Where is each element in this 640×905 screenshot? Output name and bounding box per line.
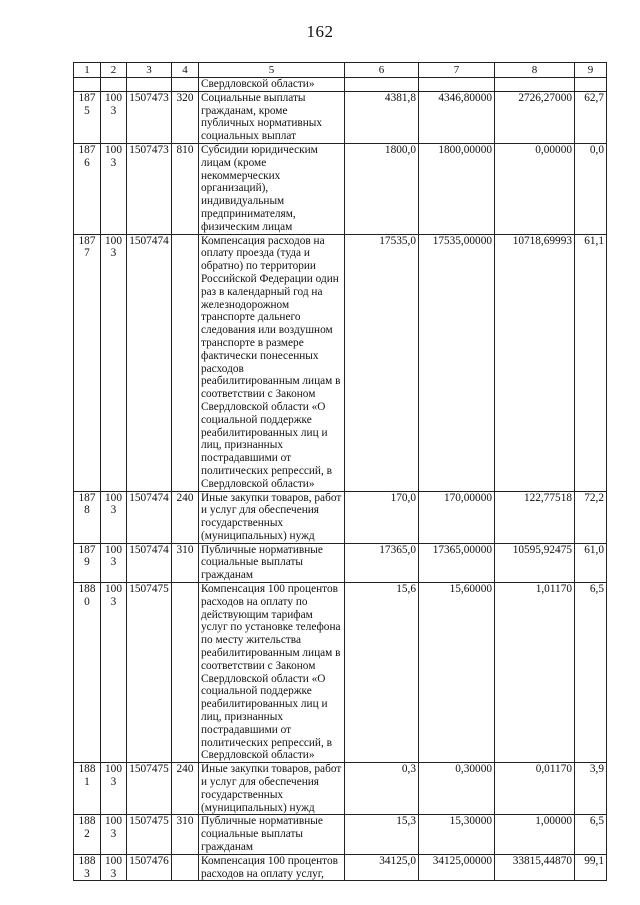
header-cell: 1 [74,63,101,78]
header-cell: 3 [127,63,172,78]
refined-amount: 1800,00000 [419,143,495,234]
section-code: 1003 [101,815,127,854]
execution-percent: 61,1 [575,234,607,491]
article-code: 1507473 [127,91,172,143]
continuation-row [74,78,607,92]
table-body [74,78,607,881]
section-code: 1003 [101,491,127,543]
article-code: 1507474 [127,543,172,582]
table-row [74,543,607,582]
header-cell: 9 [575,63,607,78]
table-row [74,815,607,854]
article-code: 1507475 [127,583,172,763]
execution-percent: 99,1 [575,854,607,881]
execution-percent: 6,5 [575,815,607,854]
header-cell: 6 [345,63,419,78]
expense-type-code [172,583,199,763]
article-code: 1507475 [127,815,172,854]
table-row [74,91,607,143]
executed-amount: 0,01170 [495,763,575,815]
item-name: Компенсация расходов на оплату проезда (туда и обратно) по территории Российской Федерации один раз в календарный год на железнодорожном транспорте дальнего следования или воздушном транспорте в размере фактически понесенных расходов реабилитированным лицам в соответствии с Законом Свердловской области «О социальной поддержке реабилитированных лиц и лиц, признанных пострадавшими от политических репрессий, в Свердловской области» [199,234,345,491]
row-number: 1878 [74,491,101,543]
executed-amount: 122,77518 [495,491,575,543]
expense-type-code [172,854,199,881]
refined-amount: 4346,80000 [419,91,495,143]
plan-amount: 4381,8 [345,91,419,143]
table-row [74,491,607,543]
refined-amount: 17365,00000 [419,543,495,582]
row-number: 1881 [74,763,101,815]
row-number: 1876 [74,143,101,234]
row-number: 1879 [74,543,101,582]
expense-type-code: 810 [172,143,199,234]
plan-amount: 170,0 [345,491,419,543]
row-number: 1880 [74,583,101,763]
item-name: Субсидии юридическим лицам (кроме некоммерческих организаций), индивидуальным предпринимателям, физическим лицам [199,143,345,234]
plan-amount: 17365,0 [345,543,419,582]
header-cell: 5 [199,63,345,78]
table-row [74,234,607,491]
execution-percent: 3,9 [575,763,607,815]
executed-amount: 0,00000 [495,143,575,234]
plan-amount: 1800,0 [345,143,419,234]
continuation-text: Свердловской области» [199,78,345,92]
header-row [74,63,607,78]
article-code: 1507476 [127,854,172,881]
article-code: 1507474 [127,234,172,491]
execution-percent: 72,2 [575,491,607,543]
item-name: Публичные нормативные социальные выплаты гражданам [199,815,345,854]
budget-table [73,62,607,881]
section-code: 1003 [101,91,127,143]
refined-amount: 15,60000 [419,583,495,763]
section-code: 1003 [101,234,127,491]
refined-amount: 15,30000 [419,815,495,854]
execution-percent: 0,0 [575,143,607,234]
row-number: 1875 [74,91,101,143]
row-number: 1877 [74,234,101,491]
header-cell: 7 [419,63,495,78]
article-code: 1507474 [127,491,172,543]
execution-percent: 6,5 [575,583,607,763]
header-cell: 4 [172,63,199,78]
item-name: Компенсация 100 процентов расходов на оплату услуг, [199,854,345,881]
item-name: Иные закупки товаров, работ и услуг для обеспечения государственных (муниципальных) нужд [199,491,345,543]
section-code: 1003 [101,763,127,815]
section-code: 1003 [101,854,127,881]
execution-percent: 62,7 [575,91,607,143]
table-row [74,583,607,763]
section-code: 1003 [101,583,127,763]
section-code: 1003 [101,143,127,234]
header-cell: 2 [101,63,127,78]
executed-amount: 2726,27000 [495,91,575,143]
plan-amount: 15,6 [345,583,419,763]
executed-amount: 10595,92475 [495,543,575,582]
table-row [74,854,607,881]
executed-amount: 33815,44870 [495,854,575,881]
section-code: 1003 [101,543,127,582]
expense-type-code: 310 [172,543,199,582]
article-code: 1507475 [127,763,172,815]
page-number: 162 [306,22,334,41]
expense-type-code: 310 [172,815,199,854]
table-row [74,143,607,234]
item-name: Иные закупки товаров, работ и услуг для обеспечения государственных (муниципальных) нужд [199,763,345,815]
row-number: 1883 [74,854,101,881]
plan-amount: 0,3 [345,763,419,815]
refined-amount: 17535,00000 [419,234,495,491]
execution-percent: 61,0 [575,543,607,582]
expense-type-code: 320 [172,91,199,143]
executed-amount: 10718,69993 [495,234,575,491]
header-cell: 8 [495,63,575,78]
expense-type-code [172,234,199,491]
item-name: Социальные выплаты гражданам, кроме публичных нормативных социальных выплат [199,91,345,143]
plan-amount: 34125,0 [345,854,419,881]
refined-amount: 34125,00000 [419,854,495,881]
refined-amount: 170,00000 [419,491,495,543]
executed-amount: 1,01170 [495,583,575,763]
refined-amount: 0,30000 [419,763,495,815]
plan-amount: 17535,0 [345,234,419,491]
executed-amount: 1,00000 [495,815,575,854]
expense-type-code: 240 [172,763,199,815]
article-code: 1507473 [127,143,172,234]
expense-type-code: 240 [172,491,199,543]
item-name: Публичные нормативные социальные выплаты гражданам [199,543,345,582]
item-name: Компенсация 100 процентов расходов на оплату по действующим тарифам услуг по установке телефона по месту жительства реабилитированным лицам в соответствии с Законом Свердловской области «О социальной поддержке реабилитированных лиц и лиц, признанных пострадавшими от политических репрессий, в Свердловской области» [199,583,345,763]
plan-amount: 15,3 [345,815,419,854]
row-number: 1882 [74,815,101,854]
table-row [74,763,607,815]
